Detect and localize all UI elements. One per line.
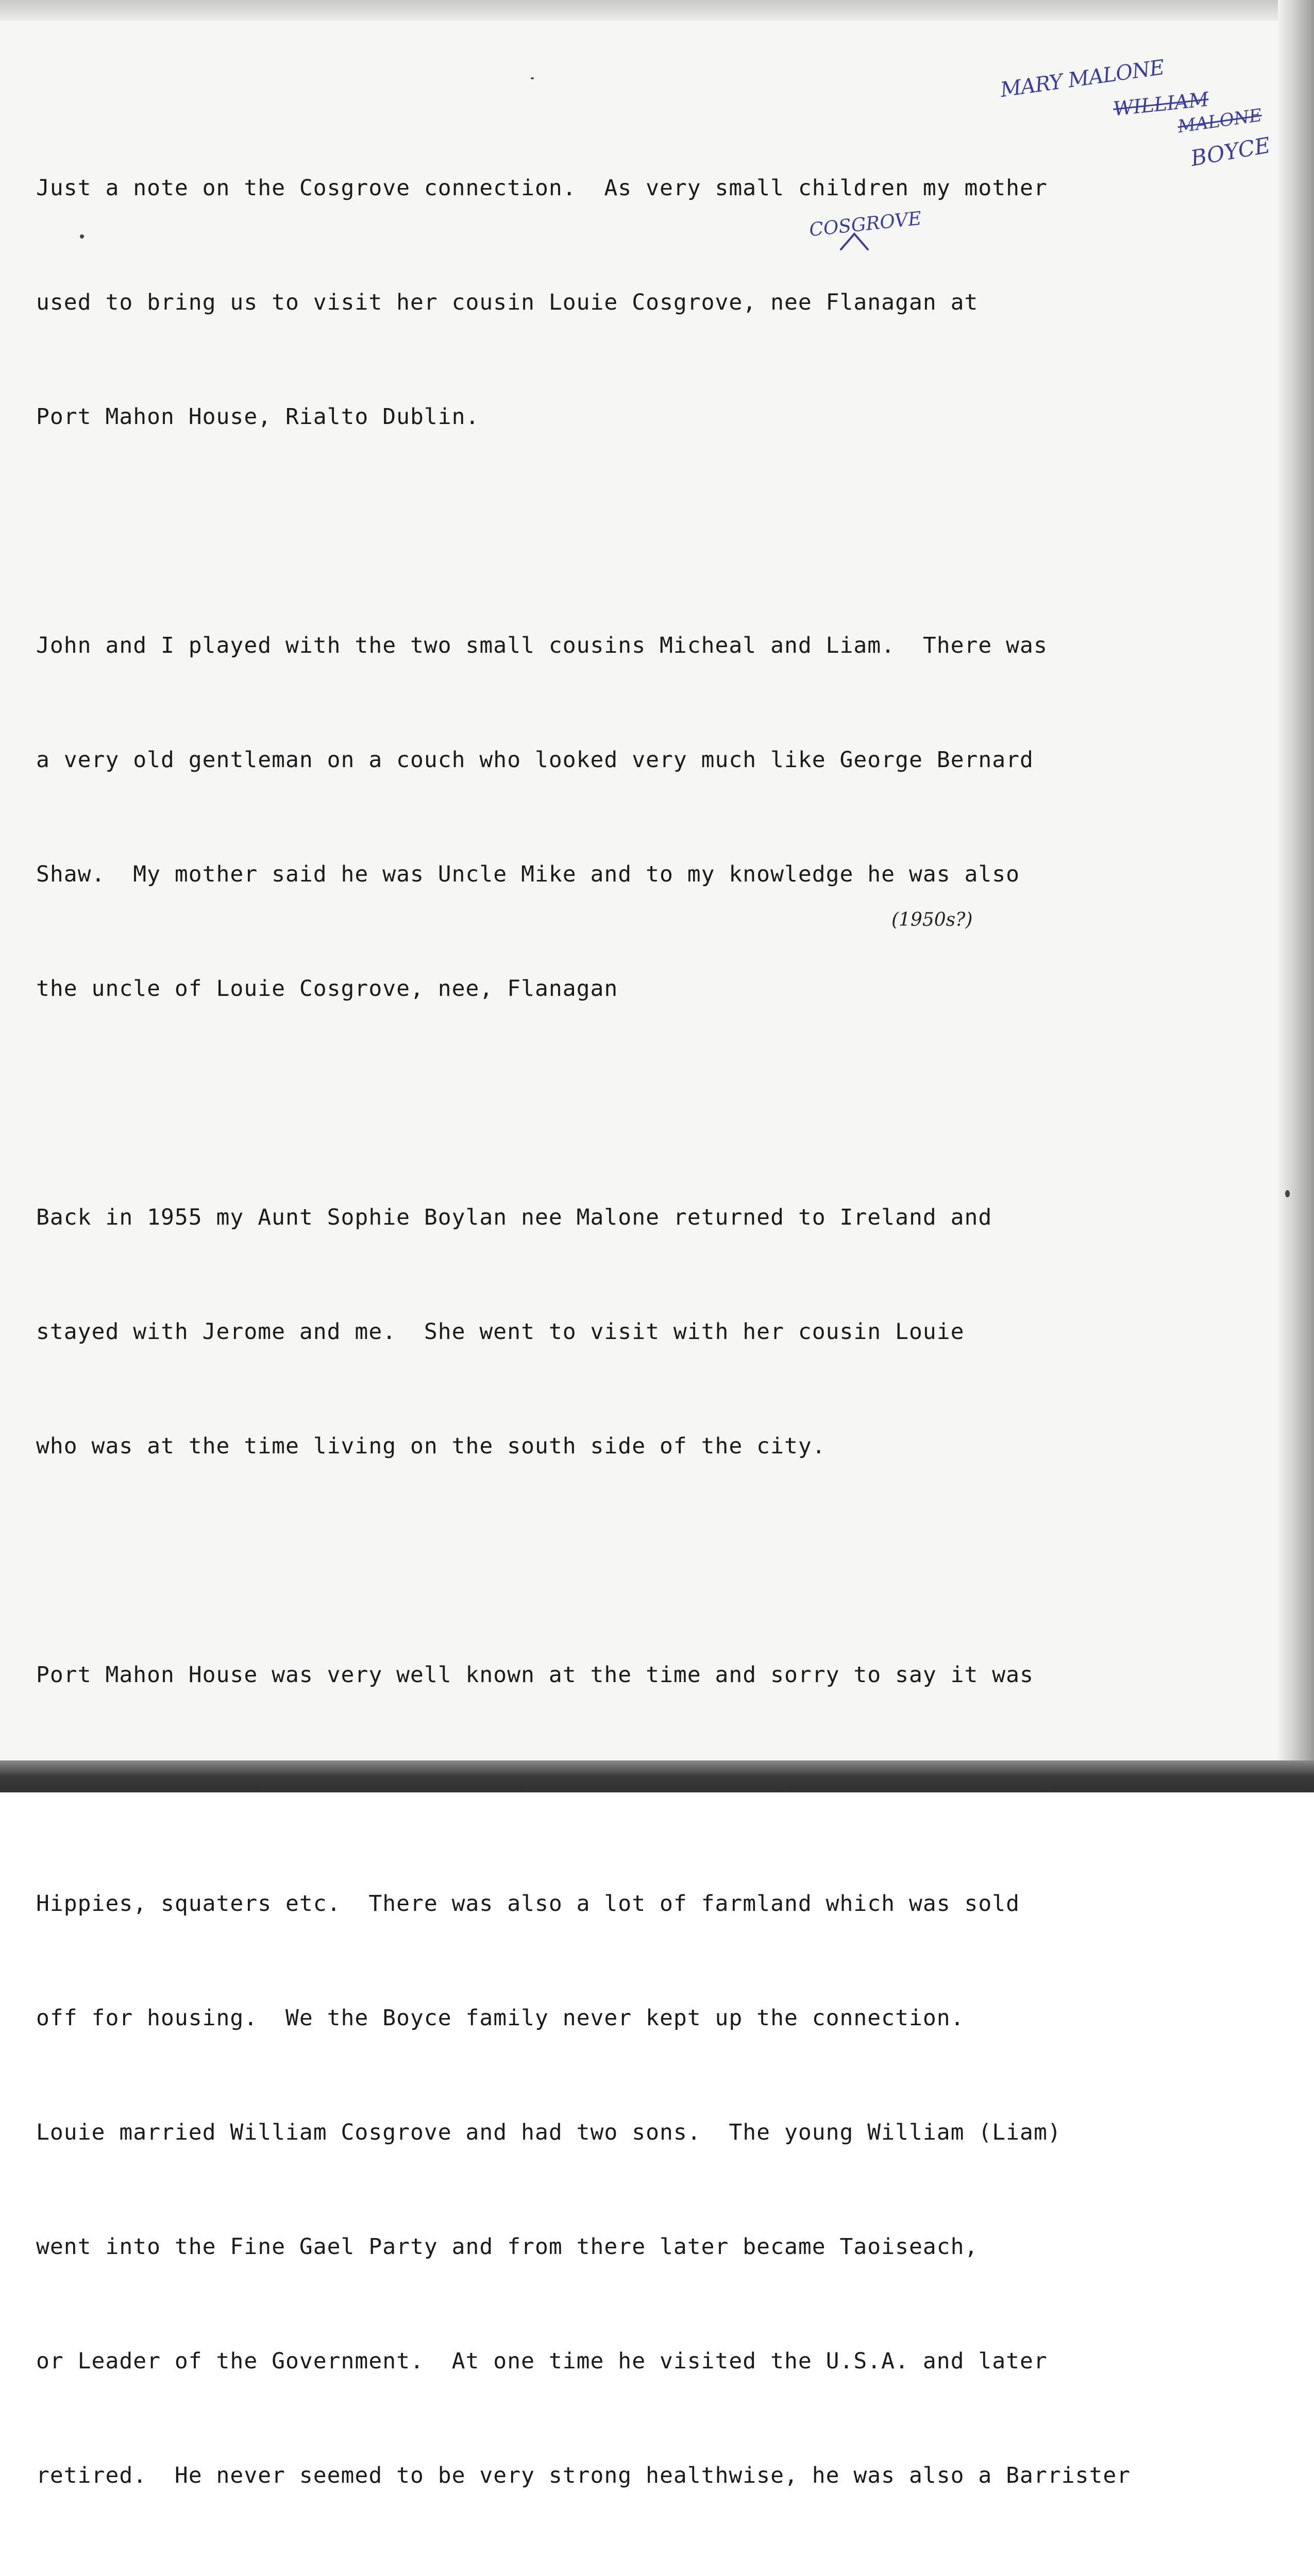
paragraph-4 xyxy=(36,1580,1262,2576)
paragraph-1 xyxy=(36,93,1262,512)
text-line: Just a note on the Cosgrove connection. As very small children my mother xyxy=(36,175,1048,201)
text-line: Hippies, squaters etc. There was also a lot of farmland which was sold xyxy=(36,1891,1020,1917)
scan-speck xyxy=(531,77,534,79)
text-line: Back in 1955 my Aunt Sophie Boylan nee Malone returned to Ireland and xyxy=(36,1205,992,1230)
scan-top-edge xyxy=(0,0,1314,21)
text-line xyxy=(36,2571,1262,2576)
text-line: or Leader of the Government. At one time he visited the U.S.A. and later xyxy=(36,2348,1048,2374)
handwritten-note-cosgrove: COSGROVE xyxy=(808,208,923,241)
text-line: Louie married William Cosgrove and had two sons. The young William (Liam) xyxy=(36,2120,1062,2145)
text-line: Port Mahon House was very well known at the time and sorry to say it was xyxy=(36,1662,1034,1688)
handwritten-note-name: MARY MALONE xyxy=(999,55,1166,103)
scan-speck xyxy=(1285,1190,1290,1197)
handwritten-note-boyce: BOYCE xyxy=(1188,132,1272,172)
scan-speck xyxy=(80,234,84,239)
handwritten-note-william: WILLIAM xyxy=(1112,88,1210,121)
text-line: off for housing. We the Boyce family never kept up the connection. xyxy=(36,2005,965,2031)
text-line: who was at the time living on the south side of the city. xyxy=(36,1433,826,1459)
text-line: John and I played with the two small cousins Micheal and Liam. There was xyxy=(36,633,1048,658)
paragraph-2 xyxy=(36,550,1262,1084)
text-line: Port Mahon House, Rialto Dublin. xyxy=(36,404,480,430)
scan-right-edge xyxy=(1278,0,1314,1807)
scan-bottom-margin xyxy=(0,1792,1314,1807)
text-line: stayed with Jerome and me. She went to visit with her cousin Louie xyxy=(36,1319,965,1345)
text-line: Shaw. My mother said he was Uncle Mike and to my knowledge he was also xyxy=(36,861,1020,887)
paragraph-3 xyxy=(36,1122,1262,1541)
text-line: the uncle of Louie Cosgrove, nee, Flanagan xyxy=(36,976,618,1002)
text-line: retired. He never seemed to be very strong healthwise, he was also a Barrister xyxy=(36,2463,1131,2488)
text-line: a very old gentleman on a couch who looked very much like George Bernard xyxy=(36,747,1034,773)
text-line: went into the Fine Gael Party and from there later became Taoiseach, xyxy=(36,2234,979,2260)
text-line: used to bring us to visit her cousin Louie Cosgrove, nee Flanagan at xyxy=(36,290,979,315)
typed-letter-body xyxy=(36,93,1262,2576)
handwritten-note-malone: MALONE xyxy=(1176,105,1264,138)
handwritten-note-date: (1950s?) xyxy=(891,909,973,930)
